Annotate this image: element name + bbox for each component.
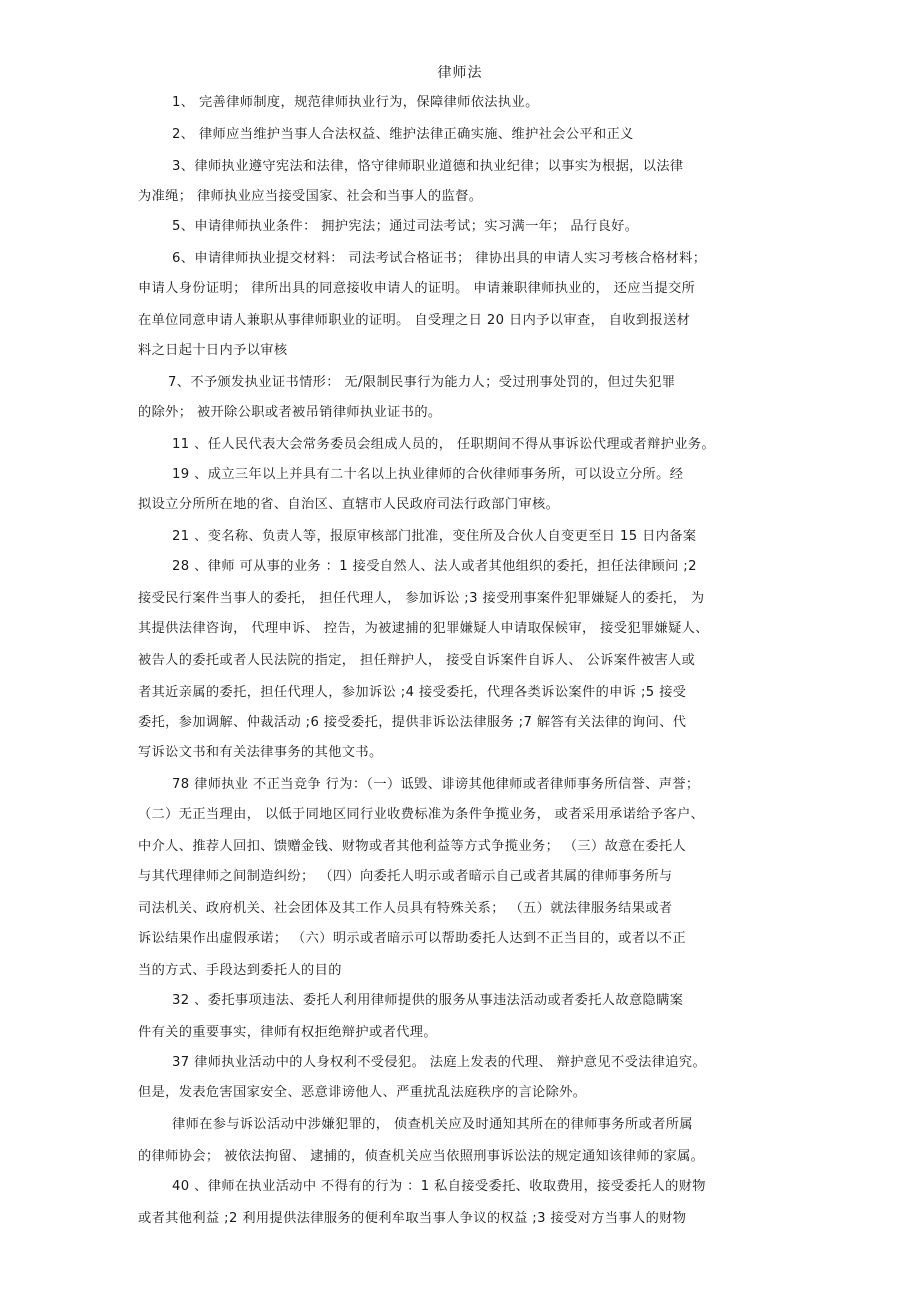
text-line: 件有关的重要事实，律师有权拒绝辩护或者代理。 bbox=[138, 1025, 437, 1040]
text-line: 的律师协会； 被依法拘留、 逮捕的，侦查机关应当依照刑事诉讼法的规定通知该律师的家属。 bbox=[138, 1149, 705, 1164]
text-line: 28 、律师 可从事的业务 ：1 接受自然人、法人或者其他组织的委托，担任法律顾问 ;2 bbox=[172, 559, 697, 574]
text-line: 7、不予颁发执业证书情形： 无/限制民事行为能力人；受过刑事处罚的，但过失犯罪 bbox=[168, 375, 676, 390]
text-line: 5、申请律师执业条件： 拥护宪法；通过司法考试；实习满一年； 品行良好。 bbox=[172, 219, 639, 234]
text-line: 司法机关、政府机关、社会团体及其工作人员具有特殊关系； （五）就法律服务结果或者 bbox=[138, 901, 673, 916]
text-line: 32 、委托事项违法、委托人利用律师提供的服务从事违法活动或者委托人故意隐瞒案 bbox=[172, 993, 684, 1008]
text-line: （二）无正当理由， 以低于同地区同行业收费标准为条件争揽业务， 或者采用承诺给予客户、 bbox=[138, 807, 705, 822]
text-line: 1、 完善律师制度，规范律师执业行为，保障律师依法执业。 bbox=[172, 95, 539, 110]
text-line: 19 、成立三年以上并具有二十名以上执业律师的合伙律师事务所，可以设立分所。经 bbox=[172, 467, 684, 482]
text-line: 3、律师执业遵守宪法和法律，恪守律师职业道德和执业纪律；以事实为根据，以法律 bbox=[172, 159, 684, 174]
text-line: 78 律师执业 不正当竞争 行为：（一）诋毁、诽谤其他律师或者律师事务所信誉、声誉； bbox=[172, 777, 700, 792]
text-line: 其提供法律咨询， 代理申诉、 控告，为被逮捕的犯罪嫌疑人申请取保候审， 接受犯罪嫌疑人、 bbox=[138, 621, 709, 636]
text-line: 律师在参与诉讼活动中涉嫌犯罪的， 侦查机关应及时通知其所在的律师事务所或者所属 bbox=[172, 1117, 693, 1132]
text-line: 写诉讼文书和有关法律事务的其他文书。 bbox=[138, 745, 383, 760]
text-line: 为准绳； 律师执业应当接受国家、社会和当事人的监督。 bbox=[138, 189, 483, 204]
text-line: 在单位同意申请人兼职从事律师职业的证明。 自受理之日 20 日内予以审查， 自收到报送材 bbox=[138, 313, 691, 328]
text-line: 37 律师执业活动中的人身权利不受侵犯。 法庭上发表的代理、 辩护意见不受法律追究。 bbox=[172, 1055, 707, 1070]
text-line: 申请人身份证明； 律所出具的同意接收申请人的证明。 申请兼职律师执业的， 还应当提交所 bbox=[138, 281, 696, 296]
text-line: 11 、任人民代表大会常务委员会组成人员的， 任职期间不得从事诉讼代理或者辩护业务。 bbox=[172, 437, 716, 452]
text-line: 委托，参加调解、仲裁活动 ;6 接受委托，提供非诉讼法律服务 ;7 解答有关法律的询问、代 bbox=[138, 715, 687, 730]
text-line: 拟设立分所所在地的省、自治区、直辖市人民政府司法行政部门审核。 bbox=[138, 497, 560, 512]
text-line: 或者其他利益 ;2 利用提供法律服务的便利牟取当事人争议的权益 ;3 接受对方当事人的财物 bbox=[138, 1211, 687, 1226]
text-line: 当的方式、手段达到委托人的目的 bbox=[138, 963, 342, 978]
text-line: 但是，发表危害国家安全、恶意诽谤他人、严重扰乱法庭秩序的言论除外。 bbox=[138, 1085, 587, 1100]
text-line: 诉讼结果作出虚假承诺； （六）明示或者暗示可以帮助委托人达到不正当目的，或者以不正 bbox=[138, 931, 687, 946]
text-line: 40 、律师在执业活动中 不得有的行为 ：1 私自接受委托、收取费用，接受委托人的财物 bbox=[172, 1179, 706, 1194]
text-line: 的除外； 被开除公职或者被吊销律师执业证书的。 bbox=[138, 405, 442, 420]
text-line: 2、 律师应当维护当事人合法权益、维护法律正确实施、维护社会公平和正义 bbox=[172, 127, 634, 142]
text-line: 中介人、推荐人回扣、馈赠金钱、财物或者其他利益等方式争揽业务； （三）故意在委托人 bbox=[138, 839, 687, 854]
text-line: 与其代理律师之间制造纠纷； （四）向委托人明示或者暗示自己或者其属的律师事务所与 bbox=[138, 869, 673, 884]
text-line: 被告人的委托或者人民法院的指定， 担任辩护人， 接受自诉案件自诉人、 公诉案件被害人或 bbox=[138, 653, 696, 668]
text-line: 料之日起十日内予以审核 bbox=[138, 343, 288, 358]
document-title: 律师法 bbox=[437, 65, 483, 81]
text-line: 6、申请律师执业提交材料： 司法考试合格证书； 律协出具的申请人实习考核合格材料； bbox=[172, 251, 707, 266]
text-line: 者其近亲属的委托，担任代理人，参加诉讼 ;4 接受委托，代理各类诉讼案件的申诉 ;5 接受 bbox=[138, 685, 687, 700]
text-line: 接受民行案件当事人的委托， 担任代理人， 参加诉讼 ;3 接受刑事案件犯罪嫌疑人的委托， 为 bbox=[138, 591, 705, 606]
text-line: 21 、变名称、负责人等，报原审核部门批准，变住所及合伙人自变更至日 15 日内备案 bbox=[172, 529, 697, 544]
